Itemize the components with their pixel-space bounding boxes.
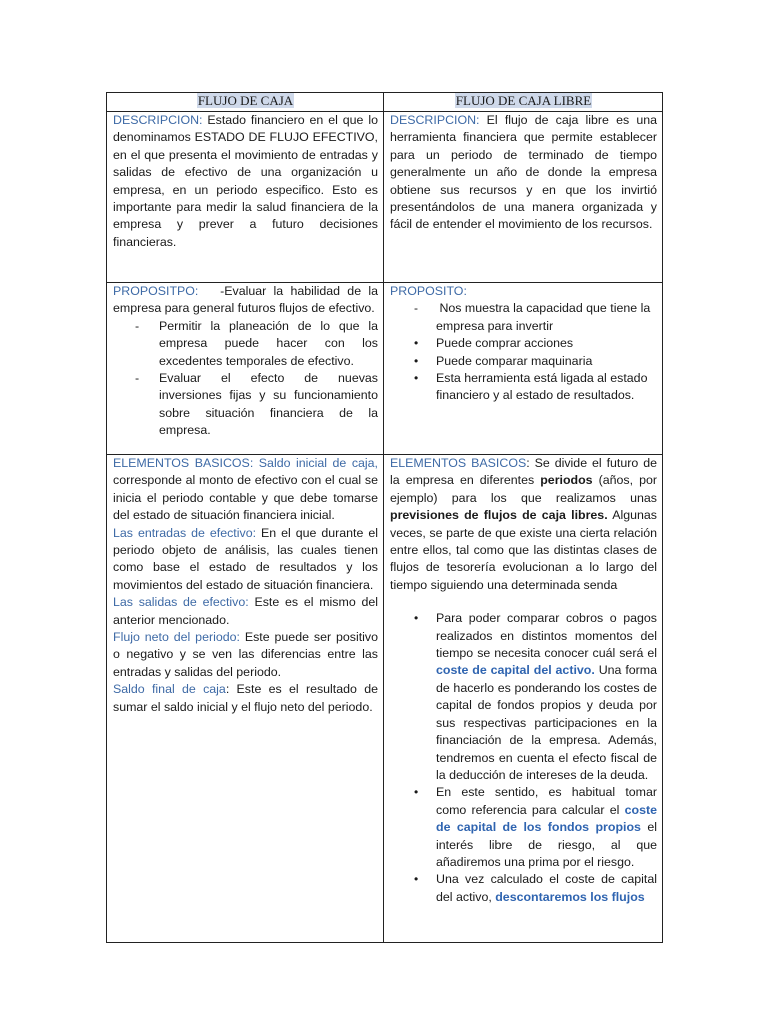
list-item-text: Puede comprar acciones [436, 336, 574, 351]
list-item-text: Nos muestra la capacidad que tiene la empresa para invertir [436, 301, 654, 333]
left-purpose-cell [107, 283, 384, 455]
element-paragraph [113, 455, 378, 525]
element-label: Las salidas de efectivo: [113, 595, 249, 610]
list-item-text: Puede comparar maquinaria [436, 353, 593, 368]
elements-bullet-list [390, 610, 657, 906]
description-label: DESCRIPCION: [390, 113, 480, 127]
right-description-cell [384, 112, 663, 283]
element-text: corresponde al monto de efectivo con el cual se inicia el periodo contable y que debe tomarse del estado de situación financiera inicial. [113, 473, 378, 523]
list-item-text: Esta herramienta está ligada al estado financiero y al estado de resultados. [436, 371, 648, 403]
purpose-text: -Evaluar la habilidad de la empresa para general futuros flujos de efectivo. [113, 284, 382, 316]
element-text: (años, por ejemplo) para los que realizamos unas [390, 473, 657, 505]
dash-marker: - [135, 371, 140, 386]
right-purpose-cell [384, 283, 663, 455]
highlighted-term: descontaremos los flujos [495, 889, 645, 904]
element-label: ELEMENTOS BASICOS [390, 456, 527, 470]
header-flujo-de-caja-libre: FLUJO DE CAJA LIBRE [384, 93, 663, 112]
bullet-marker: • [414, 785, 419, 800]
bold-term: periodos [540, 473, 593, 488]
highlighted-term: coste de capital del activo. [436, 663, 595, 678]
dash-marker: - [414, 301, 418, 316]
dash-marker: - [135, 318, 140, 333]
bullet-marker: • [414, 353, 419, 368]
description-text: Estado financiero en el que lo denominamos ESTADO DE FLUJO EFECTIVO, en el que presenta el movimiento de entradas y salidas de efectivo de una organización u empresa, en un periodo especifico. Esto es importante para medir la salud financiera de la empresa y prever a futuro decisiones financieras. [113, 113, 378, 249]
left-description-cell [107, 112, 384, 283]
element-text: En el que durante el periodo objeto de análisis, las cuales tienen como base el estado de resultados y los movimientos del estado de situación financiera. [113, 525, 379, 592]
list-item [390, 871, 657, 906]
comparison-table [106, 92, 663, 943]
list-item-text: Una vez calculado el coste de capital del activo, [436, 872, 657, 904]
list-item-text: Para poder comparar cobros o pagos realizados en distintos momentos del tiempo se necesita conocer cuál será el [436, 611, 657, 661]
list-item [390, 335, 657, 352]
element-paragraph [113, 629, 378, 681]
element-paragraph [113, 594, 378, 629]
purpose-label: PROPOSITPO: [113, 284, 199, 298]
list-item-text: En este sentido, es habitual tomar como referencia para calcular el [436, 785, 657, 817]
element-text: : Este es el resultado de sumar el saldo inicial y el flujo neto del periodo. [113, 682, 378, 714]
list-item [390, 370, 657, 405]
bullet-marker: • [414, 872, 419, 887]
description-label: DESCRIPCION: [113, 113, 203, 127]
element-label: ELEMENTOS BASICOS: Saldo inicial de caja, [113, 456, 378, 470]
element-label: Saldo final de caja [113, 682, 226, 697]
description-row [107, 112, 663, 283]
element-label: Flujo neto del periodo: [113, 630, 240, 645]
header-row [107, 93, 663, 112]
description-text: El flujo de caja libre es una herramienta financiera que permite establecer para un periodo de terminado de tiempo generalmente un año de donde la empresa obtiene sus recursos y en que los invirtió presentándolos de una manera organizada y fácil de entender el movimiento de los recursos. [390, 113, 657, 232]
element-paragraph [113, 681, 378, 716]
element-text: Algunas veces, se parte de que existe una cierta relación entre ellos, tal como que las distintas clases de flujos de tesorería evolucionan a lo largo del tiempo siguiendo una determinada senda [390, 508, 657, 592]
list-item [113, 318, 378, 370]
list-item [390, 610, 657, 784]
list-item [113, 370, 378, 440]
element-text: Este puede ser positivo o negativo y se ven las diferencias entre las entradas y salidas del periodo. [113, 630, 378, 679]
list-item-text: Permitir la planeación de lo que la empresa puede hacer con los excedentes temporales de efectivo. [159, 318, 378, 368]
bullet-marker: • [414, 336, 419, 351]
purpose-label: PROPOSITO: [390, 284, 467, 298]
header-flujo-de-caja: FLUJO DE CAJA [107, 93, 384, 112]
purpose-row [107, 283, 663, 455]
bullet-marker: • [414, 611, 419, 626]
element-paragraph [390, 455, 657, 594]
left-elements-cell [107, 455, 384, 943]
bold-term: previsiones de flujos de caja libres. [390, 508, 608, 523]
element-paragraph [113, 525, 378, 595]
right-elements-cell [384, 455, 663, 943]
purpose-list [390, 300, 657, 404]
elements-row [107, 455, 663, 943]
list-item [390, 300, 657, 335]
list-item [390, 353, 657, 370]
element-label: Las entradas de efectivo: [113, 525, 257, 540]
list-item-text: Evaluar el efecto de nuevas inversiones fijas y su funcionamiento sobre situación financiera de la empresa. [159, 371, 378, 438]
element-text: Este es el mismo del anterior mencionado. [113, 595, 378, 627]
bullet-marker: • [414, 371, 419, 386]
spacer [390, 594, 657, 610]
list-item-text: el interés libre de riesgo, al que añadiremos una prima por el riesgo. [436, 820, 657, 869]
list-item [390, 784, 657, 871]
list-item-text: Una forma de hacerlo es ponderando los costes de capital de fondos propios y deuda por sus respectivas participaciones en la financiación de la empresa. Además, tendremos en cuenta el efecto fiscal de la deducción de intereses de la deuda. [436, 663, 657, 782]
purpose-list [113, 318, 378, 440]
highlighted-term: coste de capital de los fondos propios [436, 802, 657, 835]
element-text: : Se divide el futuro de la empresa en diferentes [390, 456, 658, 488]
